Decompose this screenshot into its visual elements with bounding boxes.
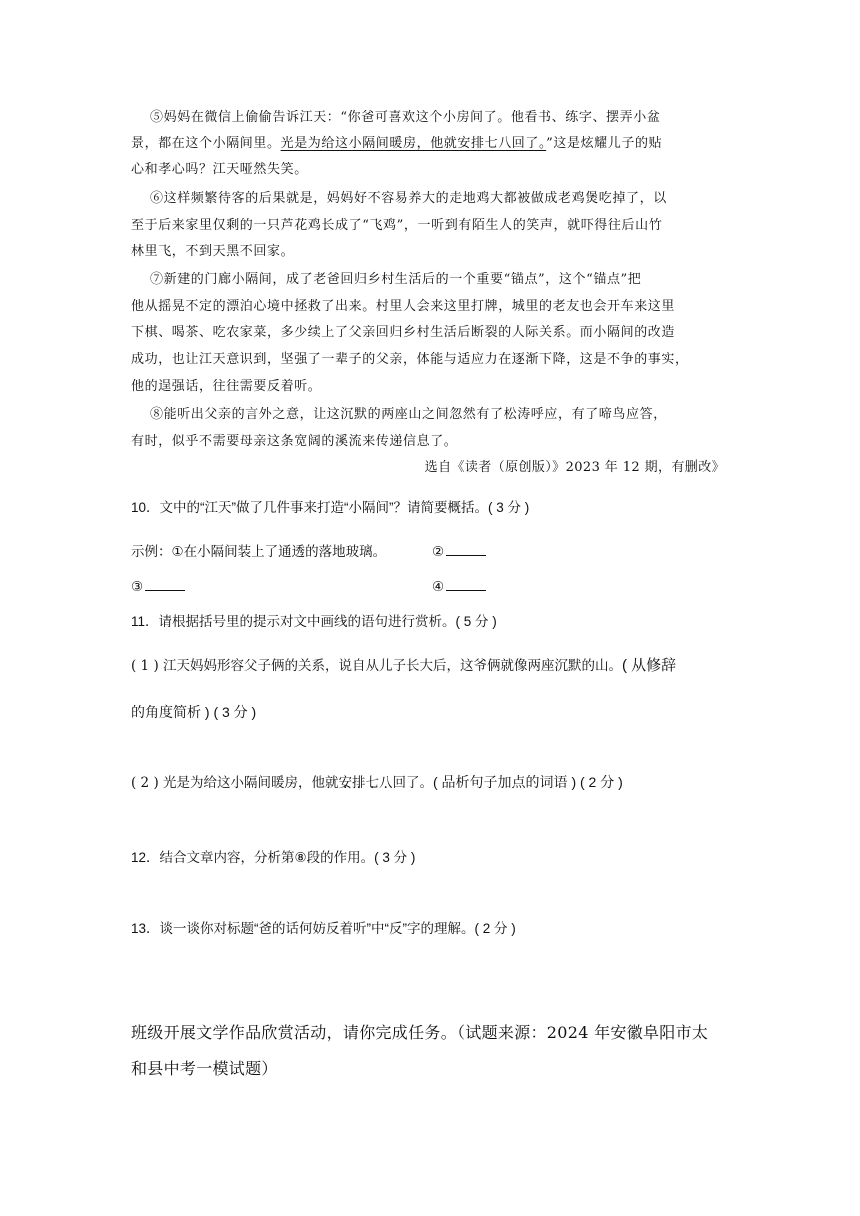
dotted-char-4: 八 · <box>379 772 393 794</box>
paragraph-6-line-3: 林里飞，不到天黑不回家。 <box>131 244 295 259</box>
task-intro-line-2: 和县中考一模试题） <box>131 1059 278 1078</box>
question-11-sub-1-hint: 的角度简析 ) ( 3 分 ) <box>131 704 257 720</box>
question-11-sub-2 <box>131 771 623 794</box>
sub-2-text-end: 回了。 <box>392 775 433 791</box>
paragraph-5-line-1: ⑤妈妈在微信上偷偷告诉江天：“你爸可喜欢这个小房间了。他看书、练字、摆弄小盆 <box>150 110 661 125</box>
paragraph-5-line-3: 心和孝心吗？江天哑然失笑。 <box>131 162 308 177</box>
sub-1-hint-a: ( 从修辞 <box>622 657 677 674</box>
paragraph-6-line-2: 至于后来家里仅剩的一只芦花鸡长成了“飞鸡”，一听到有陌生人的笑声，就吓得往后山竹 <box>131 218 663 233</box>
underlined-sentence: 光是为给这小隔间暖房，他就安排七八回了。 <box>280 136 547 151</box>
question-12-stem: 12．结合文章内容，分析第⑧段的作用。( 3 分 ) <box>131 850 416 865</box>
answer-3-blank[interactable] <box>145 576 185 591</box>
answer-4-label: ④ <box>432 579 445 594</box>
answer-3-label: ③ <box>131 579 144 594</box>
question-10-answer-3[interactable] <box>131 576 185 598</box>
question-13-stem: 13．谈一谈你对标题“爸的话何妨反着听”中“反”字的理解。( 2 分 ) <box>131 921 516 936</box>
paragraph-5-text-a: 景，都在这个小隔间里。 <box>131 136 281 151</box>
task-intro-line-1: 班级开展文学作品欣赏活动，请你完成任务。（试题来源：2024 年安徽阜阳市太 <box>131 1023 709 1042</box>
paragraph-7-line-3: 下棋、喝茶、吃农家菜，多少续上了父亲回归乡村生活后断裂的人际关系。而小隔间的改造 <box>131 325 676 340</box>
source-citation: 选自《读者（原创版）》2023 年 12 期，有删改》 <box>424 460 725 475</box>
sub-2-text: ( 2 ) 光是为给这小隔间暖房，他就 <box>131 775 339 791</box>
answer-4-blank[interactable] <box>446 576 486 591</box>
question-10-answer-2[interactable] <box>432 541 486 563</box>
answer-2-label: ② <box>432 544 445 559</box>
paragraph-5-text-b: ”这是炫耀儿子的贴 <box>546 136 663 151</box>
dotted-char-2: 排 · <box>352 772 366 794</box>
paragraph-8-line-2: 有时，似乎不需要母亲这条宽阔的溪流来传递信息了。 <box>131 434 458 449</box>
paragraph-7-line-2: 他从摇晃不定的漂泊心境中拯救了出来。村里人会来这里打牌，城里的老友也会开车来这里 <box>131 299 676 314</box>
question-10-stem: 10．文中的“江天”做了几件事来打造“小隔间”？请简要概括。( 3 分 ) <box>131 500 530 515</box>
question-10-example-text: 示例：①在小隔间装上了通透的落地玻璃。 <box>131 544 387 559</box>
paragraph-7-line-4: 成功，也让江天意识到，坚强了一辈子的父亲，体能与适应力在逐渐下降，这是不争的事实， <box>131 352 689 367</box>
sub-1-text: ( 1 ) 江天妈妈形容父子俩的关系，说自从儿子长大后，这爷俩就像两座沉默的山。 <box>131 658 622 674</box>
question-11-sub-1 <box>131 655 676 677</box>
paragraph-8-line-1: ⑧能听出父亲的言外之意，让这沉默的两座山之间忽然有了松涛呼应，有了啼鸟应答， <box>150 407 667 422</box>
question-10-example <box>131 541 386 563</box>
paragraph-7-line-5: 他的逞强话，往往需要反着听。 <box>131 379 322 394</box>
paragraph-5-line-2 <box>131 134 662 154</box>
sub-2-hint: ( 品析句子加点的词语 ) ( 2 分 ) <box>433 774 623 790</box>
dotted-char-3: 七 · <box>366 772 380 794</box>
answer-2-blank[interactable] <box>446 541 486 556</box>
paragraph-6-line-1: ⑥这样频繁待客的后果就是，妈妈好不容易养大的走地鸡大都被做成老鸡煲吃掉了，以 <box>150 191 667 206</box>
question-10-answer-4[interactable] <box>432 576 486 598</box>
question-11-stem: 11．请根据括号里的提示对文中画线的语句进行赏析。( 5 分 ) <box>131 614 497 629</box>
dotted-char-1: 安 · <box>339 772 353 794</box>
paragraph-7-line-1: ⑦新建的门廊小隔间，成了老爸回归乡村生活后的一个重要“锚点”，这个“锚点”把 <box>150 272 642 287</box>
